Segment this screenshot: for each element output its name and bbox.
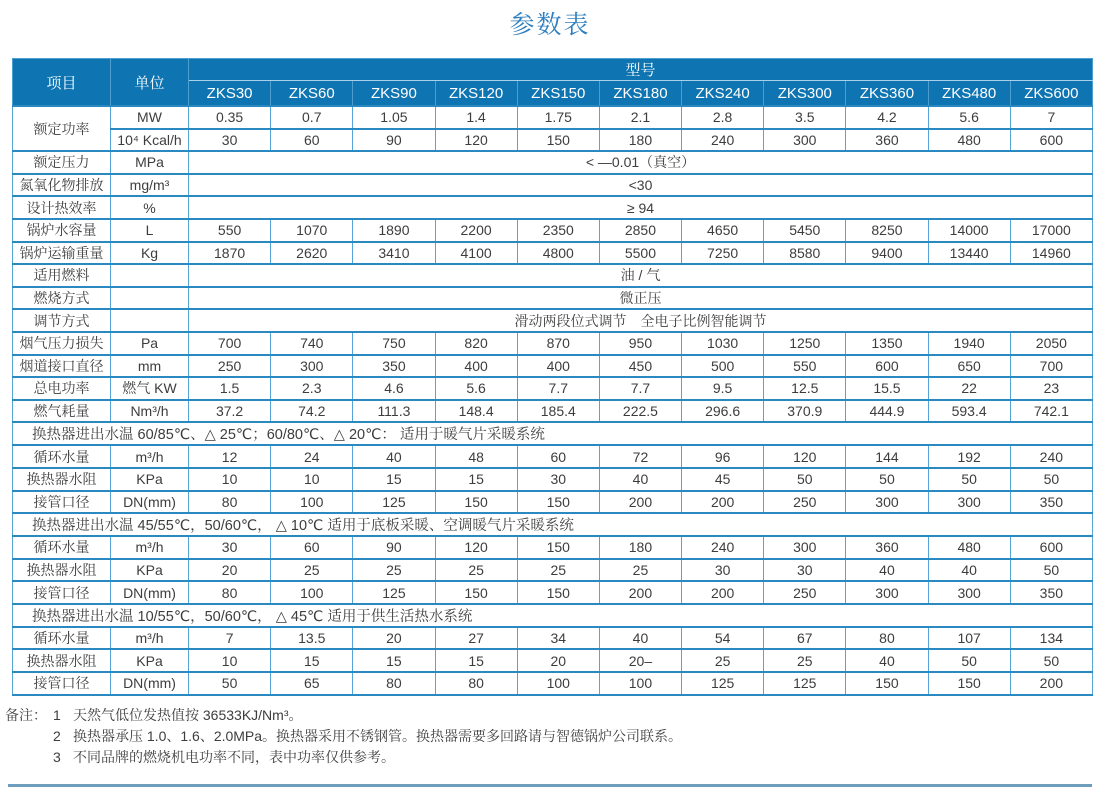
table-row	[13, 219, 1093, 242]
unit-cell: Kg	[111, 242, 189, 265]
value-cell: 14960	[1010, 242, 1092, 265]
unit-cell: Pa	[111, 332, 189, 355]
table-header	[13, 59, 1093, 107]
table-row	[13, 174, 1093, 197]
value-cell: 150	[846, 672, 928, 695]
model-header: ZKS480	[928, 81, 1010, 107]
unit-cell: KPa	[111, 559, 189, 582]
value-cell: 550	[764, 355, 846, 378]
value-cell: 80	[189, 581, 271, 604]
value-cell: 96	[682, 445, 764, 468]
value-cell: 5450	[764, 219, 846, 242]
unit-cell	[111, 309, 189, 332]
value-cell: 37.2	[189, 400, 271, 423]
note-number: 2	[53, 727, 61, 744]
value-cell: 10	[271, 468, 353, 491]
value-cell: 10	[189, 468, 271, 491]
model-header: ZKS240	[682, 81, 764, 107]
value-cell: 650	[928, 355, 1010, 378]
unit-cell: Nm³/h	[111, 400, 189, 423]
value-cell: 12	[189, 445, 271, 468]
value-cell: 34	[517, 627, 599, 650]
unit-cell: MPa	[111, 151, 189, 174]
value-cell: 15	[353, 649, 435, 672]
table-row	[13, 242, 1093, 265]
value-cell: 134	[1010, 627, 1092, 650]
item-cell: 循环水量	[13, 627, 111, 650]
value-cell: 444.9	[846, 400, 928, 423]
item-cell: 锅炉水容量	[13, 219, 111, 242]
model-header: ZKS360	[846, 81, 928, 107]
table-row	[13, 468, 1093, 491]
value-cell: 1870	[189, 242, 271, 265]
value-cell: 4800	[517, 242, 599, 265]
value-cell: 0.35	[189, 106, 271, 129]
table-row	[13, 129, 1093, 152]
table-row	[13, 287, 1093, 310]
value-cell: 3410	[353, 242, 435, 265]
value-cell: 80	[353, 672, 435, 695]
item-header: 项目	[13, 59, 111, 107]
value-cell: 9400	[846, 242, 928, 265]
value-cell: 2350	[517, 219, 599, 242]
note-number: 1	[53, 706, 61, 723]
value-cell: 23	[1010, 377, 1092, 400]
unit-cell: DN(mm)	[111, 581, 189, 604]
item-cell: 锅炉运输重量	[13, 242, 111, 265]
value-cell: 360	[846, 536, 928, 559]
value-cell: 0.7	[271, 106, 353, 129]
unit-cell: m³/h	[111, 536, 189, 559]
item-cell: 换热器水阻	[13, 559, 111, 582]
unit-cell: mg/m³	[111, 174, 189, 197]
value-cell: 150	[435, 491, 517, 514]
value-cell: 150	[517, 129, 599, 152]
value-cell: 120	[435, 129, 517, 152]
item-cell: 换热器水阻	[13, 649, 111, 672]
value-cell: 200	[599, 491, 681, 514]
value-cell: 400	[517, 355, 599, 378]
value-cell: 350	[1010, 581, 1092, 604]
value-cell: 240	[682, 129, 764, 152]
value-cell: 2620	[271, 242, 353, 265]
value-cell: 740	[271, 332, 353, 355]
value-cell: 180	[599, 536, 681, 559]
unit-cell: 10⁴ Kcal/h	[111, 129, 189, 152]
value-cell: 80	[435, 672, 517, 695]
value-cell: 1.75	[517, 106, 599, 129]
value-cell: 4100	[435, 242, 517, 265]
section-row	[13, 513, 1093, 536]
value-cell: 17000	[1010, 219, 1092, 242]
value-cell: 27	[435, 627, 517, 650]
value-cell: 300	[928, 491, 1010, 514]
value-cell: 250	[764, 581, 846, 604]
value-cell: 30	[189, 536, 271, 559]
unit-cell	[111, 264, 189, 287]
span-value-cell: 油 / 气	[189, 264, 1093, 287]
note-number: 3	[53, 748, 61, 765]
item-cell: 额定压力	[13, 151, 111, 174]
value-cell: 30	[517, 468, 599, 491]
value-cell: 50	[1010, 649, 1092, 672]
value-cell: 150	[517, 581, 599, 604]
value-cell: 50	[846, 468, 928, 491]
item-cell: 烟气压力损失	[13, 332, 111, 355]
value-cell: 192	[928, 445, 1010, 468]
model-header: ZKS150	[517, 81, 599, 107]
item-cell: 总电功率	[13, 377, 111, 400]
item-cell: 适用燃料	[13, 264, 111, 287]
table-row	[13, 106, 1093, 129]
model-header: ZKS600	[1010, 81, 1092, 107]
model-header: ZKS60	[271, 81, 353, 107]
value-cell: 600	[1010, 536, 1092, 559]
note-line	[53, 705, 682, 726]
value-cell: 600	[1010, 129, 1092, 152]
table-row	[13, 151, 1093, 174]
value-cell: 90	[353, 129, 435, 152]
item-cell: 燃气耗量	[13, 400, 111, 423]
value-cell: 148.4	[435, 400, 517, 423]
item-cell: 循环水量	[13, 445, 111, 468]
value-cell: 820	[435, 332, 517, 355]
value-cell: 593.4	[928, 400, 1010, 423]
value-cell: 240	[682, 536, 764, 559]
value-cell: 60	[271, 129, 353, 152]
item-cell: 换热器水阻	[13, 468, 111, 491]
value-cell: 144	[846, 445, 928, 468]
table-row	[13, 332, 1093, 355]
table-row	[13, 377, 1093, 400]
section-title: 换热器进出水温 10/55℃，50/60℃， △ 45℃ 适用于供生活热水系统	[13, 604, 1093, 627]
page-title: 参数表	[509, 11, 591, 39]
value-cell: 10	[189, 649, 271, 672]
value-cell: 30	[764, 559, 846, 582]
value-cell: 25	[517, 559, 599, 582]
model-header: ZKS30	[189, 81, 271, 107]
value-cell: 300	[928, 581, 1010, 604]
value-cell: 1.5	[189, 377, 271, 400]
unit-cell: MW	[111, 106, 189, 129]
unit-header: 单位	[111, 59, 189, 107]
value-cell: 7	[189, 627, 271, 650]
span-value-cell: < —0.01（真空）	[189, 151, 1093, 174]
value-cell: 950	[599, 332, 681, 355]
note-text: 天然气低位发热值按 36533KJ/Nm³。	[73, 706, 303, 723]
value-cell: 185.4	[517, 400, 599, 423]
value-cell: 5.6	[928, 106, 1010, 129]
value-cell: 12.5	[764, 377, 846, 400]
value-cell: 2050	[1010, 332, 1092, 355]
unit-cell: L	[111, 219, 189, 242]
table-row	[13, 581, 1093, 604]
value-cell: 40	[353, 445, 435, 468]
value-cell: 480	[928, 129, 1010, 152]
unit-cell: mm	[111, 355, 189, 378]
value-cell: 3.5	[764, 106, 846, 129]
model-header: ZKS90	[353, 81, 435, 107]
value-cell: 200	[599, 581, 681, 604]
value-cell: 15	[271, 649, 353, 672]
value-cell: 4.6	[353, 377, 435, 400]
section-row	[13, 604, 1093, 627]
value-cell: 150	[517, 536, 599, 559]
table-body	[13, 106, 1093, 695]
value-cell: 15.5	[846, 377, 928, 400]
value-cell: 1350	[846, 332, 928, 355]
value-cell: 50	[928, 649, 1010, 672]
value-cell: 13.5	[271, 627, 353, 650]
value-cell: 742.1	[1010, 400, 1092, 423]
value-cell: 2.8	[682, 106, 764, 129]
value-cell: 600	[846, 355, 928, 378]
value-cell: 25	[353, 559, 435, 582]
table-row	[13, 536, 1093, 559]
value-cell: 25	[682, 649, 764, 672]
model-header: ZKS180	[599, 81, 681, 107]
value-cell: 870	[517, 332, 599, 355]
value-cell: 5500	[599, 242, 681, 265]
value-cell: 125	[682, 672, 764, 695]
value-cell: 20	[189, 559, 271, 582]
table-row	[13, 445, 1093, 468]
span-value-cell: 微正压	[189, 287, 1093, 310]
value-cell: 30	[682, 559, 764, 582]
value-cell: 50	[189, 672, 271, 695]
value-cell: 120	[435, 536, 517, 559]
value-cell: 40	[846, 559, 928, 582]
value-cell: 111.3	[353, 400, 435, 423]
span-value-cell: 滑动两段位式调节 全电子比例智能调节	[189, 309, 1093, 332]
value-cell: 2.3	[271, 377, 353, 400]
value-cell: 296.6	[682, 400, 764, 423]
value-cell: 80	[846, 627, 928, 650]
value-cell: 50	[928, 468, 1010, 491]
value-cell: 50	[1010, 559, 1092, 582]
value-cell: 400	[435, 355, 517, 378]
value-cell: 48	[435, 445, 517, 468]
item-cell: 氮氧化物排放	[13, 174, 111, 197]
bottom-divider	[8, 784, 1092, 787]
value-cell: 7	[1010, 106, 1092, 129]
value-cell: 24	[271, 445, 353, 468]
value-cell: 370.9	[764, 400, 846, 423]
value-cell: 350	[353, 355, 435, 378]
notes	[5, 705, 1100, 768]
header-row-1	[13, 59, 1093, 81]
value-cell: 2200	[435, 219, 517, 242]
value-cell: 300	[271, 355, 353, 378]
unit-cell: DN(mm)	[111, 491, 189, 514]
value-cell: 750	[353, 332, 435, 355]
value-cell: 550	[189, 219, 271, 242]
table-row	[13, 400, 1093, 423]
model-header: ZKS300	[764, 81, 846, 107]
value-cell: 125	[353, 491, 435, 514]
value-cell: 360	[846, 129, 928, 152]
table-row	[13, 355, 1093, 378]
value-cell: 40	[599, 627, 681, 650]
value-cell: 4650	[682, 219, 764, 242]
unit-cell: m³/h	[111, 627, 189, 650]
value-cell: 200	[682, 581, 764, 604]
value-cell: 60	[517, 445, 599, 468]
span-value-cell: <30	[189, 174, 1093, 197]
model-group-header: 型号	[189, 59, 1093, 81]
item-cell: 接管口径	[13, 491, 111, 514]
value-cell: 200	[682, 491, 764, 514]
value-cell: 125	[764, 672, 846, 695]
value-cell: 300	[846, 491, 928, 514]
value-cell: 15	[353, 468, 435, 491]
value-cell: 7.7	[599, 377, 681, 400]
unit-cell: DN(mm)	[111, 672, 189, 695]
model-header: ZKS120	[435, 81, 517, 107]
value-cell: 500	[682, 355, 764, 378]
value-cell: 150	[435, 581, 517, 604]
value-cell: 1.4	[435, 106, 517, 129]
value-cell: 22	[928, 377, 1010, 400]
value-cell: 700	[1010, 355, 1092, 378]
value-cell: 15	[435, 468, 517, 491]
notes-label: 备注：	[5, 706, 47, 723]
value-cell: 40	[846, 649, 928, 672]
value-cell: 90	[353, 536, 435, 559]
value-cell: 125	[353, 581, 435, 604]
value-cell: 450	[599, 355, 681, 378]
unit-cell: KPa	[111, 649, 189, 672]
table-row	[13, 627, 1093, 650]
item-cell: 调节方式	[13, 309, 111, 332]
value-cell: 1.05	[353, 106, 435, 129]
value-cell: 200	[1010, 672, 1092, 695]
value-cell: 7.7	[517, 377, 599, 400]
value-cell: 4.2	[846, 106, 928, 129]
value-cell: 8580	[764, 242, 846, 265]
section-title: 换热器进出水温 60/85℃、△ 25℃；60/80℃、△ 20℃： 适用于暖气片采暖系统	[13, 422, 1093, 445]
value-cell: 100	[271, 491, 353, 514]
table-row	[13, 559, 1093, 582]
value-cell: 25	[435, 559, 517, 582]
item-cell: 接管口径	[13, 672, 111, 695]
unit-cell: KPa	[111, 468, 189, 491]
parameters-table	[12, 58, 1093, 696]
table-row	[13, 491, 1093, 514]
value-cell: 15	[435, 649, 517, 672]
value-cell: 480	[928, 536, 1010, 559]
value-cell: 74.2	[271, 400, 353, 423]
value-cell: 7250	[682, 242, 764, 265]
value-cell: 20	[517, 649, 599, 672]
note-items	[53, 705, 682, 768]
note-text: 不同品牌的燃烧机电功率不同，表中功率仅供参考。	[73, 748, 395, 765]
value-cell: 5.6	[435, 377, 517, 400]
unit-cell: %	[111, 196, 189, 219]
unit-cell	[111, 287, 189, 310]
value-cell: 150	[928, 672, 1010, 695]
value-cell: 300	[846, 581, 928, 604]
unit-cell: 燃气 KW	[111, 377, 189, 400]
value-cell: 13440	[928, 242, 1010, 265]
table-row	[13, 649, 1093, 672]
value-cell: 14000	[928, 219, 1010, 242]
value-cell: 9.5	[682, 377, 764, 400]
value-cell: 300	[764, 536, 846, 559]
value-cell: 60	[271, 536, 353, 559]
value-cell: 50	[764, 468, 846, 491]
value-cell: 250	[189, 355, 271, 378]
value-cell: 240	[1010, 445, 1092, 468]
item-cell: 循环水量	[13, 536, 111, 559]
note-line	[53, 726, 682, 747]
value-cell: 45	[682, 468, 764, 491]
value-cell: 222.5	[599, 400, 681, 423]
table-row	[13, 309, 1093, 332]
value-cell: 100	[599, 672, 681, 695]
value-cell: 180	[599, 129, 681, 152]
value-cell: 1030	[682, 332, 764, 355]
item-cell: 烟道接口直径	[13, 355, 111, 378]
value-cell: 120	[764, 445, 846, 468]
value-cell: 54	[682, 627, 764, 650]
section-row	[13, 422, 1093, 445]
value-cell: 20–	[599, 649, 681, 672]
value-cell: 150	[517, 491, 599, 514]
value-cell: 50	[1010, 468, 1092, 491]
value-cell: 2850	[599, 219, 681, 242]
value-cell: 1890	[353, 219, 435, 242]
section-title: 换热器进出水温 45/55℃，50/60℃， △ 10℃ 适用于底板采暖、空调暖气片采暖系统	[13, 513, 1093, 536]
value-cell: 80	[189, 491, 271, 514]
value-cell: 40	[928, 559, 1010, 582]
value-cell: 250	[764, 491, 846, 514]
value-cell: 350	[1010, 491, 1092, 514]
value-cell: 20	[353, 627, 435, 650]
value-cell: 300	[764, 129, 846, 152]
item-cell: 设计热效率	[13, 196, 111, 219]
value-cell: 100	[271, 581, 353, 604]
value-cell: 72	[599, 445, 681, 468]
value-cell: 65	[271, 672, 353, 695]
table-row	[13, 672, 1093, 695]
value-cell: 8250	[846, 219, 928, 242]
value-cell: 1940	[928, 332, 1010, 355]
item-cell: 额定功率	[13, 106, 111, 151]
note-line	[53, 747, 682, 768]
unit-cell: m³/h	[111, 445, 189, 468]
table-row	[13, 264, 1093, 287]
value-cell: 25	[599, 559, 681, 582]
table-row	[13, 196, 1093, 219]
value-cell: 700	[189, 332, 271, 355]
value-cell: 40	[599, 468, 681, 491]
value-cell: 30	[189, 129, 271, 152]
item-cell: 燃烧方式	[13, 287, 111, 310]
value-cell: 67	[764, 627, 846, 650]
value-cell: 100	[517, 672, 599, 695]
value-cell: 25	[271, 559, 353, 582]
value-cell: 1250	[764, 332, 846, 355]
value-cell: 2.1	[599, 106, 681, 129]
value-cell: 1070	[271, 219, 353, 242]
item-cell: 接管口径	[13, 581, 111, 604]
note-text: 换热器承压 1.0、1.6、2.0MPa。换热器采用不锈钢管。换热器需要多回路请与智德锅炉公司联系。	[73, 727, 683, 744]
span-value-cell: ≥ 94	[189, 196, 1093, 219]
value-cell: 107	[928, 627, 1010, 650]
value-cell: 25	[764, 649, 846, 672]
